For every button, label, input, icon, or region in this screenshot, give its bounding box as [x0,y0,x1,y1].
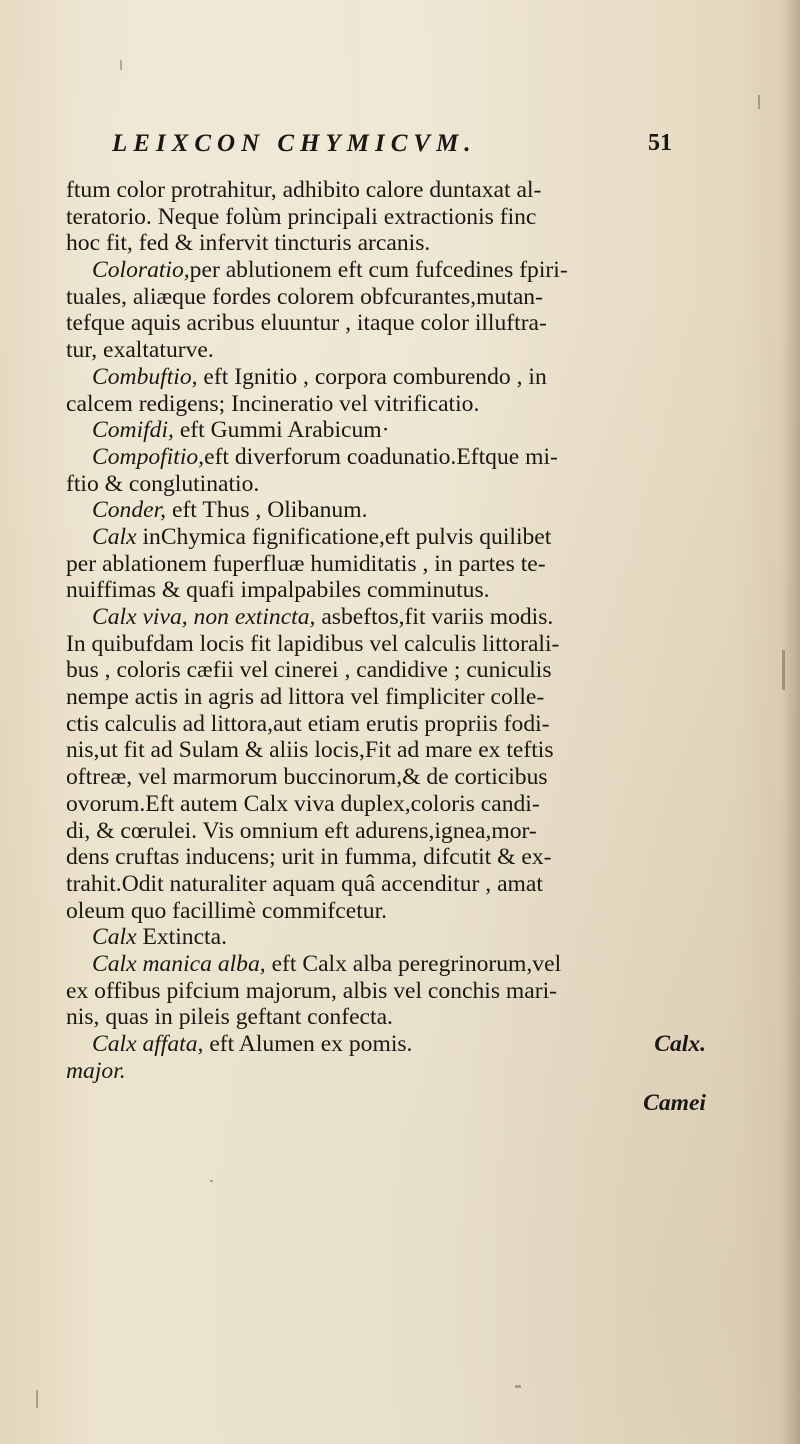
paper-fleck [782,650,785,690]
text-line [66,924,706,951]
line-text: nempe actis in agris ad littora vel fimpliciter colle- [66,684,545,711]
entry-term: Calx viva, non extincta, [92,604,316,630]
text-line [66,711,706,738]
text-line [66,551,706,578]
line-text: eft diverforum coadunatio.Eftque mi- [204,443,558,470]
line-text: per ablationem fuperfluæ humiditatis , in partes te- [66,550,546,577]
line-text: ftio & conglutinatio. [66,470,260,497]
text-line [66,177,706,204]
text-line [66,284,706,311]
line-text: calcem redigens; Incineratio vel vitrificatio. [66,390,480,417]
entry-term: Combuftio, [92,363,198,390]
page-edge-shadow [782,0,800,1444]
line-text: eft Thus , Olibanum. [166,497,368,524]
text-line [66,417,706,444]
text-line [66,844,706,871]
paper-fleck [758,95,760,109]
continuation-line: major. [66,1057,126,1084]
margin-catch: Calx. [654,1031,706,1057]
line-text: ex offibus pifcium majorum, albis vel conchis mari- [66,977,557,1004]
entry-term: Compofitio, [92,443,205,470]
text-line [66,604,706,631]
page-number: 51 [648,130,672,156]
text-line [66,444,706,471]
paper-fleck [36,1390,38,1408]
text-line [66,791,706,818]
line-text: ftum color protrahitur, adhibito calore duntaxat al- [66,177,542,203]
text-line [66,310,706,337]
line-text: eft Alumen ex pomis. [203,1031,413,1057]
line-text: per ablutionem eft cum fufcedines fpiri- [189,257,568,284]
line-text: tefque aquis acribus eluuntur , itaque color illuftra- [66,310,547,337]
paper-fleck [515,1385,521,1388]
body-text [66,177,706,1117]
text-line [66,577,706,604]
text-line [66,204,706,231]
catchword: Camei [643,1090,706,1117]
entry-term: Coloratio, [92,257,190,284]
line-text: di, & cœrulei. Vis omnium eft adurens,ignea,mor- [66,817,537,844]
line-text: In quibufdam locis fit lapidibus vel calculis littorali- [66,630,560,657]
text-line [66,871,706,898]
text-line [66,764,706,791]
line-text: nis, quas in pileis geftant confecta. [66,1004,393,1031]
paper-fleck [210,1180,213,1182]
line-text: dens cruftas inducens; urit in fumma, difcutit & ex- [66,844,552,871]
line-text: asbeftos,fit variis modis. [315,604,554,630]
line-text: ovorum.Eft autem Calx viva duplex,coloris candi- [66,790,540,817]
line-text: nis,ut fit ad Sulam & aliis locis,Fit ad mare ex teftis [66,737,554,764]
text-line [66,471,706,498]
entry-term: Conder, [92,497,167,524]
line-text: hoc fit, fed & infervit tincturis arcanis. [66,230,431,257]
line-text: trahit.Odit naturaliter aquam quâ accenditur , amat [66,870,543,897]
line-text: teratorio. Neque folùm principali extractionis finc [66,203,537,230]
entry-term: Calx [92,924,137,951]
text-line [66,230,706,257]
entry-term: Calx [92,523,137,550]
text-line [66,657,706,684]
entry-term: Calx affata, [92,1031,204,1057]
text-line [66,818,706,845]
text-line [66,364,706,391]
line-text: Extincta. [136,924,227,951]
text-line [66,684,706,711]
line-text: oftreæ, vel marmorum buccinorum,& de corticibus [66,764,548,791]
running-title: LEIXCON CHYMICVM. [112,130,477,157]
text-line [66,978,706,1005]
line-text: oleum quo facillimè commifcetur. [66,897,388,924]
line-text: ctis calculis ad littora,aut etiam erutis propriis fodi- [66,710,550,737]
text-line [66,1031,706,1058]
paper-fleck [120,60,122,70]
line-text: eft Calx alba peregrinorum,vel [265,950,562,977]
text-line [66,1004,706,1031]
entry-term: Comifdi, [92,417,174,444]
line-text: tur, exaltaturve. [66,337,214,364]
entry-term: Calx manica alba, [92,950,266,977]
text-line [66,898,706,925]
text-line [66,257,706,284]
line-text: tuales, aliæque fordes colorem obfcurantes,mutan- [66,283,543,310]
text-line [66,391,706,418]
line-text: eft Ignitio , corpora comburendo , in [197,363,547,390]
line-text: bus , coloris cæfii vel cinerei , candidive ; cuniculis [66,657,552,684]
text-line [66,337,706,364]
text-line [66,524,706,551]
line-text: nuiffimas & quafi impalpabiles comminutus. [66,577,490,604]
text-line [66,497,706,524]
line-text: eft Gummi Arabicum· [173,417,390,444]
text-line [66,737,706,764]
line-text: inChymica fignificatione,eft pulvis quilibet [136,523,552,550]
text-line [66,631,706,658]
page-header [112,130,672,166]
text-line [66,951,706,978]
